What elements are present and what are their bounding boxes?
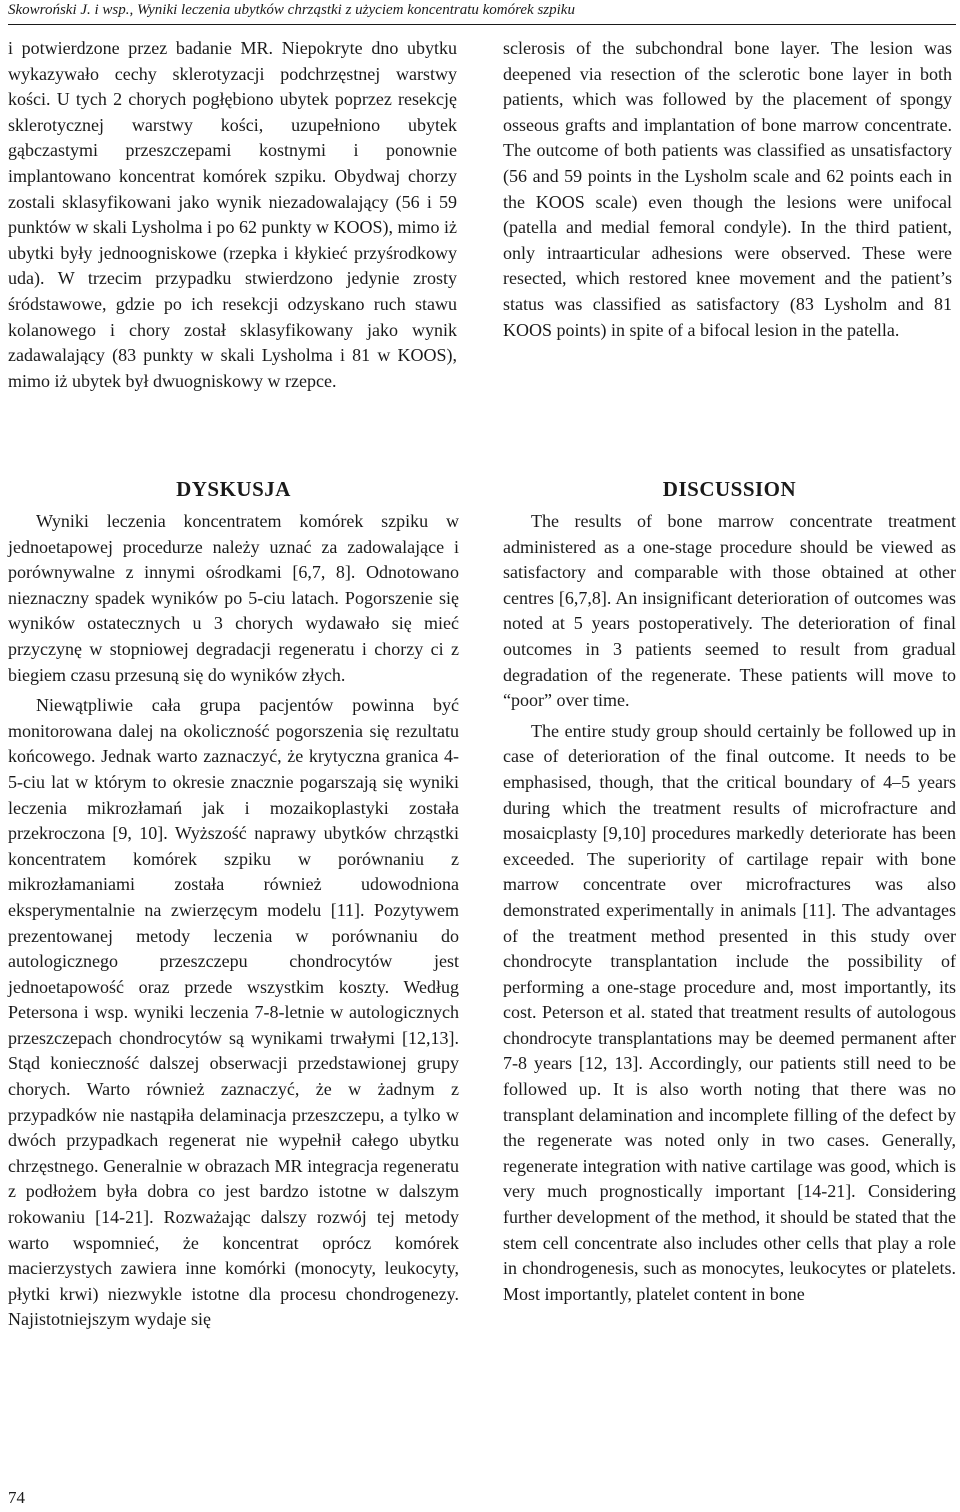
discussion-paragraph: The results of bone marrow concentrate treatment administered as a one-stage procedure should be viewed as satisfactory and comparable with those obtained at other centres [6,7,8]. An insignificant deterioration of outcomes was noted at 5 years postoperatively. The deterioration of final outcomes in 3 patients seemed to result from gradual degradation of the regenerate. These patients will move to “poor” over time. (503, 511, 956, 711)
discussion-paragraph: Wyniki leczenia koncentratem komórek szpiku w jednoetapowej procedurze należy uznać za zadowalające i porównywalne z innymi ośrodkami [6,7, 8]. Odnotowano nieznaczny spadek wyników po 5-ciu latach. Pogorszenie się wyników ostatecznych u 3 chorych wydawało się mieć przyczynę w stopniowej degradacji regeneratu i chorzy ci z biegiem czasu przesuną się do wyników złych. (8, 511, 459, 685)
discussion-paragraph: Niewątpliwie cała grupa pacjentów powinna być monitorowana dalej na okoliczność pogorszenia się rezultatu końcowego. Jednak warto zaznaczyć, że krytyczna granica 4-5-ciu lat w którym to okresie znacznie pogarszają się wyniki leczenia mikrozłamań jak i mozaikoplastyki została przekroczona [9, 10]. Wyższość naprawy ubytków chrząstki koncentratem komórek szpiku w porównaniu z mikrozłamaniami została również udowodniona eksperymentalnie na zwierzęcym modelu [11]. Pozytywem prezentowanej metody leczenia w porównaniu do autologicznego przeszczepu chondrocytów jest jednoetapowość oraz przede wszystkim koszty. Według Petersona i wsp. wyniki leczenia 7-8-letnie w autologicznych przeszczepach chondrocytów są wynikami trwałymi [12,13]. Stąd konieczność dalszej obserwacji przedstawionej grupy chorych. Warto również zaznaczyć, że w żadnym z przypadków nie nastąpiła delaminacja przeszczepu, a tylko w dwóch przypadkach regenerat nie wypełnił całego ubytku chrzęstnego. Generalnie w obrazach MR integracja regeneratu z podłożem była dobra co jest bardzo istotne w dalszym rokowaniu [14-21]. Rozważając dalszy rozwój tej metody warto wspomnieć, że koncentrat oprócz komórek macierzystych zawiera inne komórki (monocyty, leukocyty, płytki krwi) niezwykle istotne dla procesu chondrogenezy. Najistotniejszym wydaje się (8, 695, 459, 1330)
page-number: 74 (8, 1488, 25, 1507)
discussion-paragraph: The entire study group should certainly be followed up in case of deterioration of the final outcome. It needs to be emphasised, though, that the critical boundary of 4–5 years during which the treatment results of microfracture and mosaicplasty [9,10] procedures markedly deteriorate has been exceeded. The superiority of cartilage repair with bone marrow concentrate over microfractures was also demonstrated experimentally in animals [11]. The advantages of the treatment method presented in this study over chondrocyte transplantation include the possibility of performing a one-stage procedure and, most importantly, its cost. Peterson et al. stated that treatment results of autologous chondrocyte transplantations may be deemed permanent after 7-8 years [12, 13]. Accordingly, our patients still need to be followed up. It is also worth noting that there was no transplant delamination and incomplete filling of the defect by the regenerate was noted only in two cases. Generally, regenerate integration with native cartilage was good, which is very much prognostically important [14-21]. Considering further development of the method, it should be stated that the stem cell concentrate also includes other cells that play a role in chondrogenesis, such as monocytes, leukocytes or platelets. Most importantly, platelet content in bone (503, 720, 956, 1304)
right-results-column (503, 36, 952, 343)
discussion-heading-english: DISCUSSION (662, 477, 797, 501)
left-results-column (8, 36, 457, 394)
discussion-section-english (503, 476, 956, 1307)
discussion-section-polish (8, 476, 459, 1333)
discussion-heading-polish: DYSKUSJA (176, 477, 291, 501)
running-header: Skowroński J. i wsp., Wyniki leczenia ubytków chrząstki z użyciem koncentratu komórek szpiku (8, 2, 575, 18)
right-results-paragraph: sclerosis of the subchondral bone layer. The lesion was deepened via resection of the sclerotic bone layer in both patients, which was followed by the placement of spongy osseous grafts and implantation of bone marrow concentrate. The outcome of both patients was classified as unsatisfactory (56 and 59 points in the Lysholm scale and 62 points each in the KOOS scale) even though the lesions were unifocal (patella and medial femoral condyle). In the third patient, only intraarticular adhesions were observed. These were resected, which restored knee movement and the patient’s status was classified as satisfactory (83 Lysholm and 81 KOOS points) in spite of a bifocal lesion in the patella. (503, 38, 952, 340)
left-results-paragraph: i potwierdzone przez badanie MR. Niepokryte dno ubytku wykazywało cechy sklerotyzacji podchrzęstnej warstwy kości. U tych 2 chorych pogłębiono ubytek poprzez resekcję sklerotycznej warstwy kości, uzupełniono ubytek gąbczastymi przeszczepami kostnymi i ponownie implantowano koncentrat komórek szpiku. Obydwaj chorzy zostali sklasyfikowani jako wynik niezadowalający (56 i 59 punktów w skali Lysholma i po 62 punkty w KOOS), mimo iż ubytki były jednoogniskowe (rzepka i kłykieć przyśrodkowy uda). W trzecim przypadku stwierdzono jedynie zrosty śródstawowe, gdzie po ich resekcji odzyskano ruch stawu kolanowego i chory został sklasyfikowany jako wynik zadawalający (83 punkty w skali Lysholma i 81 w KOOS), mimo iż ubytek był dwuogniskowy w rzepce. (8, 38, 457, 391)
header-rule (8, 24, 956, 25)
